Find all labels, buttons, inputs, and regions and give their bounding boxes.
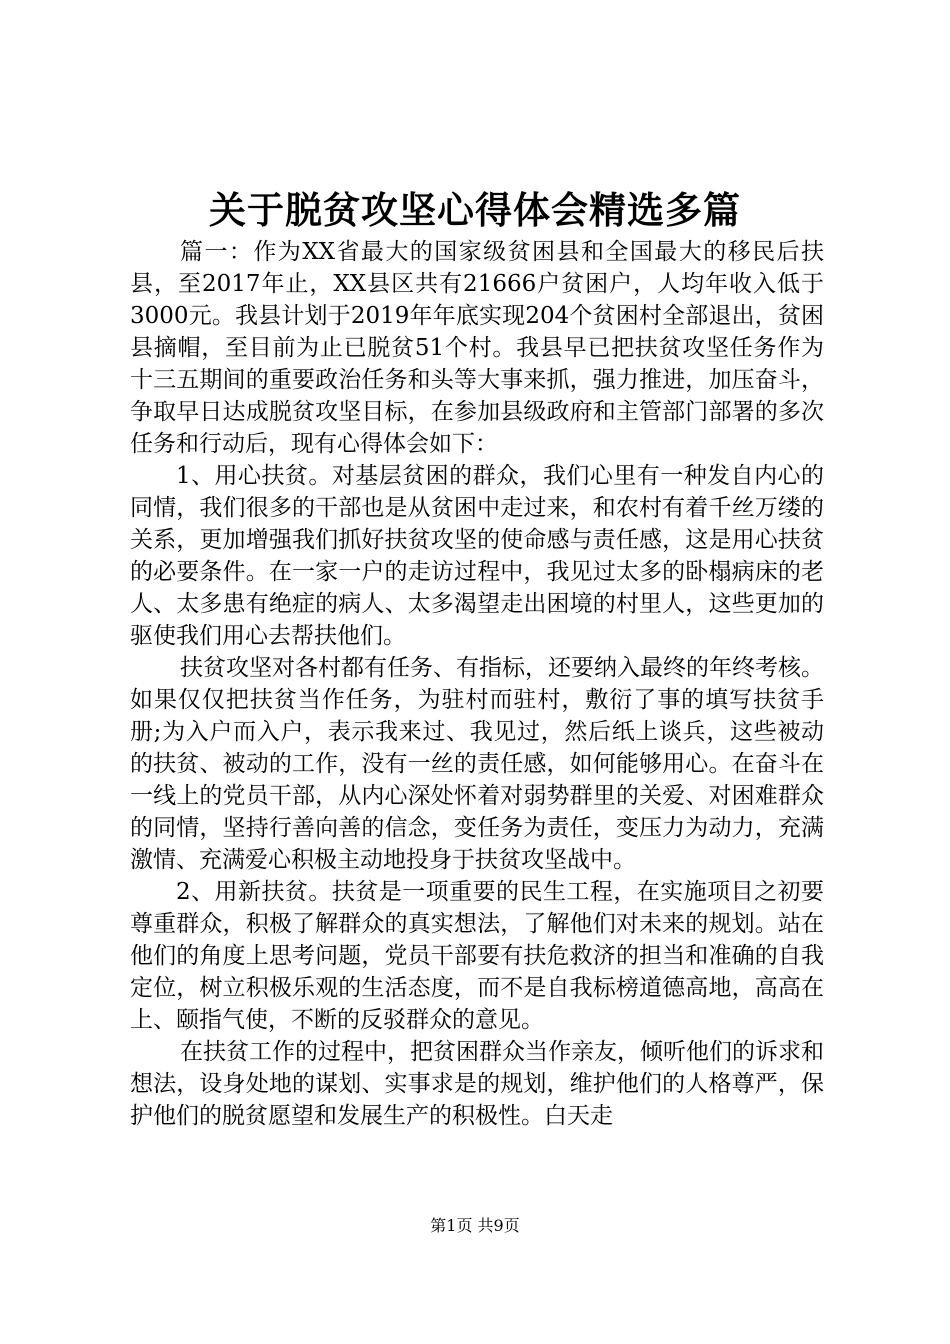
page-footer: 第1页 共9页 xyxy=(430,1216,520,1235)
paragraph-section-2: 2、用新扶贫。扶贫是一项重要的民生工程，在实施项目之初要尊重群众，积极了解群众的真实想法，了解他们对未来的规划。站在他们的角度上思考问题，党员干部要有扶危救济的担当和准确的自我定位，树立积极乐观的生活态度，而不是自我标榜道德高地，高高在上、颐指气使，不断的反驳群众的意见。 xyxy=(130,879,824,1033)
paragraph-section-2-detail: 在扶贫工作的过程中，把贫困群众当作亲友，倾听他们的诉求和想法，设身处地的谋划、实事求是的规划，维护他们的人格尊严，保护他们的脱贫愿望和发展生产的积极性。白天走 xyxy=(130,1039,824,1129)
paragraph-intro: 篇一：作为XX省最大的国家级贫困县和全国最大的移民后扶县，至2017年止，XX县区共有21666户贫困户，人均年收入低于3000元。我县计划于2019年年底实现204个贫困村全部退出，贫困县摘帽，至目前为止已脱贫51个村。我县早已把扶贫攻坚任务作为十三五期间的重要政治任务和头等大事来抓，强力推进，加压奋斗，争取早日达成脱贫攻坚目标，在参加县级政府和主管部门部署的多次任务和行动后，现有心得体会如下： xyxy=(130,239,824,457)
paragraph-section-1-detail: 扶贫攻坚对各村都有任务、有指标，还要纳入最终的年终考核。如果仅仅把扶贫当作任务，为驻村而驻村，敷衍了事的填写扶贫手册;为入户而入户，表示我来过、我见过，然后纸上谈兵，这些被动的扶贫、被动的工作，没有一丝的责任感，如何能够用心。在奋斗在一线上的党员干部，从内心深处怀着对弱势群里的关爱、对困难群众的同情，坚持行善向善的信念，变任务为责任，变压力为动力，充满激情、充满爱心积极主动地投身于扶贫攻坚战中。 xyxy=(130,655,824,873)
document-body xyxy=(130,236,824,1132)
paragraph-section-1: 1、用心扶贫。对基层贫困的群众，我们心里有一种发自内心的同情，我们很多的干部也是从贫困中走过来，和农村有着千丝万缕的关系，更加增强我们抓好扶贫攻坚的使命感与责任感，这是用心扶贫的必要条件。在一家一户的走访过程中，我见过太多的卧榻病床的老人、太多患有绝症的病人、太多渴望走出困境的村里人，这些更加的驱使我们用心去帮扶他们。 xyxy=(130,463,824,649)
document-title: 关于脱贫攻坚心得体会精选多篇 xyxy=(209,188,741,232)
